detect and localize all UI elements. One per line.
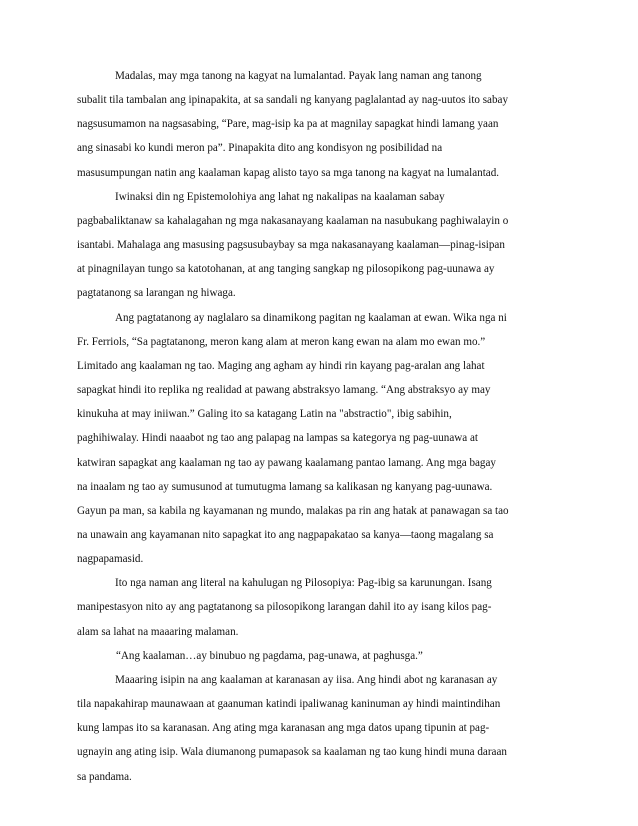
text-line: paghihiwalay. Hindi naaabot ng tao ang palapag na lampas sa kategorya ng pag-uunawa at — [77, 432, 478, 445]
text-line: masusumpungan natin ang kaalaman kapag alisto tayo sa mga tanong na kagyat na lumalantad. — [77, 166, 500, 179]
text-line: sapagkat hindi ito replika ng realidad at pawang abstraksyo lamang. “Ang abstraksyo ay may — [77, 384, 491, 397]
text-line: ugnayin ang ating isip. Wala diumanong pumapasok sa kaalaman ng tao kung hindi muna daraan — [77, 746, 507, 759]
text-line: Ang pagtatanong ay naglalaro sa dinamikong pagitan ng kaalaman at ewan. Wika nga ni — [115, 311, 507, 324]
text-line: Iwinaksi din ng Epistemolohiya ang lahat ng nakalipas na kaalaman sabay — [115, 190, 445, 203]
text-line: Madalas, may mga tanong na kagyat na lumalantad. Payak lang naman ang tanong — [115, 70, 482, 82]
text-line: alam sa lahat na maaaring malaman. — [77, 625, 239, 638]
text-line: subalit tila tambalan ang ipinapakita, at sa sandali ng kanyang paglalantad ay nag-uutos ito sabay — [77, 94, 508, 107]
text-line: Maaaring isipin na ang kaalaman at karanasan ay iisa. Ang hindi abot ng karanasan ay — [115, 673, 498, 686]
text-line: kinukuha at may iniiwan.” Galing ito sa katagang Latin na "abstractio", ibig sabihin, — [77, 408, 452, 421]
text-line: na unawain ang kayamanan nito sapagkat ito ang nagpapakatao sa kanya—taong magalang sa — [77, 528, 494, 541]
text-line: pagtatanong sa larangan ng hiwaga. — [77, 287, 236, 300]
text-line: katwiran sapagkat ang kaalaman ng tao ay pawang kaalamang pantao lamang. Ang mga bagay — [77, 456, 496, 469]
text-line: na inaalam ng tao ay sumusunod at tumutugma lamang sa kalikasan ng kanyang pag-uunawa. — [77, 480, 493, 493]
paragraph-philosophy — [77, 571, 555, 643]
text-line: nagpapamasid. — [77, 553, 144, 566]
paragraph-experience — [77, 668, 555, 789]
text-line: Fr. Ferriols, “Sa pagtatanong, meron kang alam at meron kang ewan na alam mo ewan mo.” — [77, 335, 486, 348]
text-line: Ito nga naman ang literal na kahulugan ng Pilosopiya: Pag-ibig sa karunungan. Isang — [115, 577, 492, 590]
text-line: Gayun pa man, sa kabila ng kayamanan ng mundo, malakas pa rin ang hatak at panawagan sa tao — [77, 504, 509, 517]
paragraph-questions — [77, 64, 555, 185]
quote-line: “Ang kaalaman…ay binubuo ng pagdama, pag-unawa, at paghusga.” — [116, 649, 423, 662]
text-line: at pinagnilayan tungo sa katotohanan, at ang tanging sangkap ng pilosopikong pag-uunawa ay — [77, 263, 495, 276]
text-line: nagsusumamon na nagsasabing, “Pare, mag-isip ka pa at magnilay sapagkat hindi lamang yaan — [77, 118, 499, 131]
paragraph-epistemology — [77, 185, 555, 306]
text-line: sa pandama. — [77, 770, 132, 783]
document-page — [77, 64, 555, 789]
block-quote — [77, 644, 555, 668]
text-line: tila napakahirap maunawaan at gaanuman katindi ipaliwanag kaninuman ay hindi maintindihan — [77, 698, 501, 711]
text-line: pagbabaliktanaw sa kahalagahan ng mga nakasanayang kaalaman na nasubukang paghiwalayin o — [77, 214, 509, 227]
text-line: manipestasyon nito ay ang pagtatanong sa pilosopikong larangan dahil ito ay isang kilos pag- — [77, 601, 492, 614]
paragraph-questioning — [77, 306, 555, 572]
text-line: Limitado ang kaalaman ng tao. Maging ang agham ay hindi rin kayang pag-aralan ang lahat — [77, 359, 485, 372]
text-line: isantabi. Mahalaga ang masusing pagsusubaybay sa mga nakasanayang kaalaman—pinag-isipan — [77, 239, 505, 252]
text-line: kung lampas ito sa karanasan. Ang ating mga karanasan ang mga datos upang tipunin at pag- — [77, 722, 490, 735]
text-line: ang sinasabi ko kundi meron pa”. Pinapakita dito ang kondisyon ng posibilidad na — [77, 142, 443, 155]
